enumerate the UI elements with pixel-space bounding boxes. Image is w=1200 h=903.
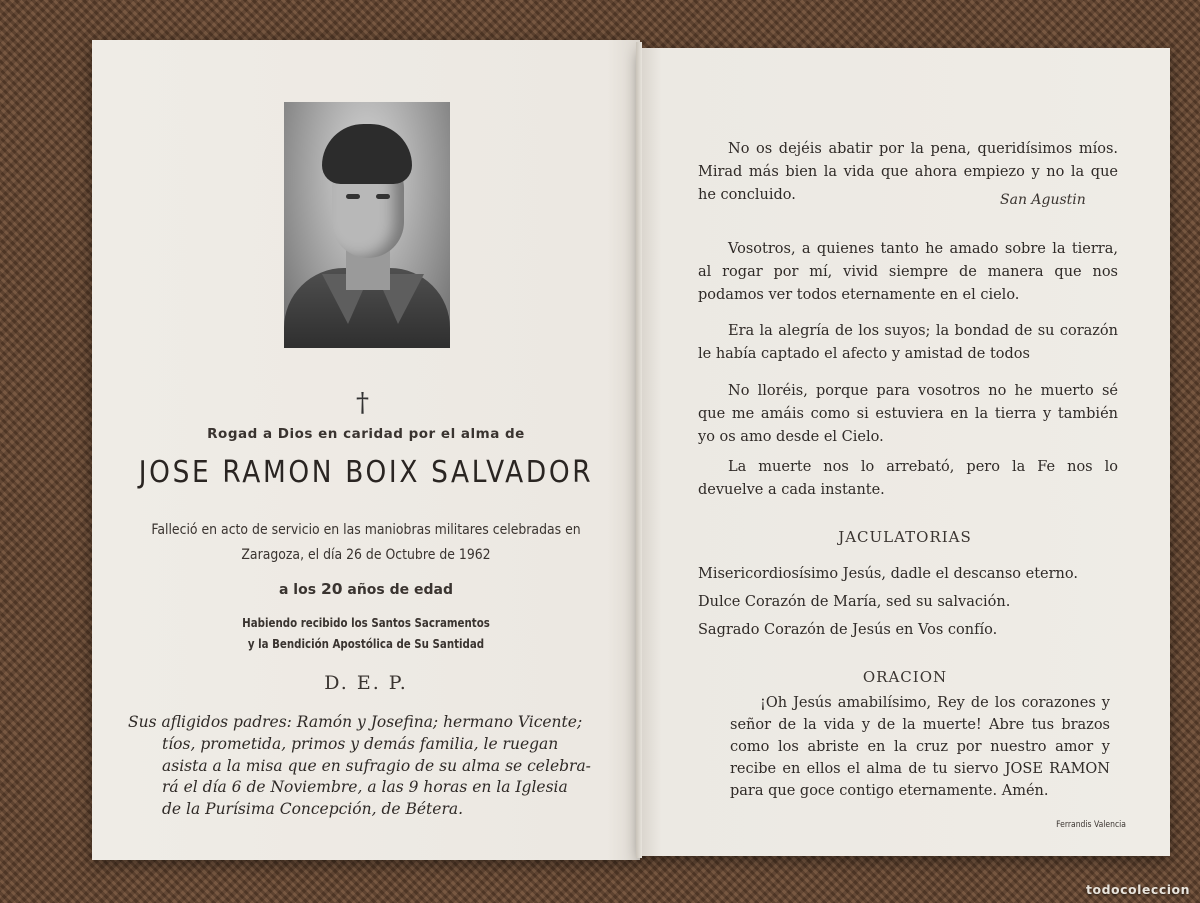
oracion-paragraph: ¡Oh Jesús amabilísimo, Rey de los corazones y señor de la vida y de la muerte! Abre tus brazos como los abriste en la cruz por nuestro amor y recibe en ellos el alma de tu siervo JOSE RAMON para que goce contigo eternamente. Amén.	[730, 695, 1110, 799]
paragraph-no-lloreis: No lloréis, porque para vosotros no he muerto sé que me amáis como si estuviera en la tierra y también yo os amo desde el Cielo.	[698, 383, 1118, 445]
age-line	[92, 580, 640, 598]
paragraph-muerte: La muerte nos lo arrebató, pero la Fe nos lo devuelve a cada instante.	[698, 459, 1118, 498]
family-notice-line: tíos, prometida, primos y demás familia, le ruegan	[162, 734, 559, 753]
oracion-heading: ORACION	[862, 668, 948, 686]
family-notice	[128, 712, 608, 821]
family-notice-line: Sus afligidos padres: Ramón y Josefina; hermano Vicente;	[128, 713, 583, 731]
family-notice-line: rá el día 6 de Noviembre, a las 9 horas en la Iglesia	[162, 778, 568, 797]
rogad-line: Rogad a Dios en caridad por el alma de	[207, 426, 525, 442]
printer-credit: Ferrandis Valencia	[1056, 820, 1126, 830]
paragraph-vosotros: Vosotros, a quienes tanto he amado sobre la tierra, al rogar por mí, vivid siempre de manera que nos podamos ver todos eternamente en el cielo.	[698, 241, 1118, 303]
cross-icon: †	[356, 388, 369, 418]
list-item: Sagrado Corazón de Jesús en Vos confío.	[698, 622, 998, 638]
death-notice	[130, 518, 601, 568]
dep-line: D. E. P.	[324, 672, 408, 694]
list-item: Misericordiosísimo Jesús, dadle el descanso eterno.	[698, 566, 1078, 582]
age-number: 20	[320, 580, 343, 598]
paragraph-alegria: Era la alegría de los suyos; la bondad de su corazón le había captado el afecto y amistad de todos	[698, 323, 1118, 362]
card-fold	[636, 42, 642, 858]
death-notice-line: Falleció en acto de servicio en las maniobras militares celebradas en	[151, 522, 581, 538]
jaculatorias-heading: JACULATORIAS	[838, 528, 972, 546]
jaculatorias-list	[698, 560, 1138, 644]
sacraments-line: Habiendo recibido los Santos Sacramentos	[242, 615, 490, 630]
watermark: todocoleccion	[1086, 882, 1190, 897]
list-item: Dulce Corazón de María, sed su salvación.	[698, 594, 1011, 610]
age-prefix: a los	[278, 582, 317, 598]
age-suffix: años de edad	[347, 582, 454, 598]
deceased-name: JOSE RAMON BOIX SALVADOR	[138, 455, 594, 490]
family-notice-line: de la Purísima Concepción, de Bétera.	[162, 800, 464, 819]
death-notice-line: Zaragoza, el día 26 de Octubre de 1962	[241, 547, 491, 563]
sacraments-line: y la Bendición Apostólica de Su Santidad	[247, 636, 485, 651]
sacraments-note	[141, 612, 590, 654]
quote-paragraph: No os dejéis abatir por la pena, queridísimos míos. Mirad más bien la vida que ahora empiezo y no la que he concluido.	[698, 141, 1118, 203]
quote-signature: San Agustin	[1000, 192, 1086, 208]
family-notice-line: asista a la misa que en sufragio de su alma se celebra-	[162, 756, 591, 775]
portrait-photo	[284, 102, 450, 348]
